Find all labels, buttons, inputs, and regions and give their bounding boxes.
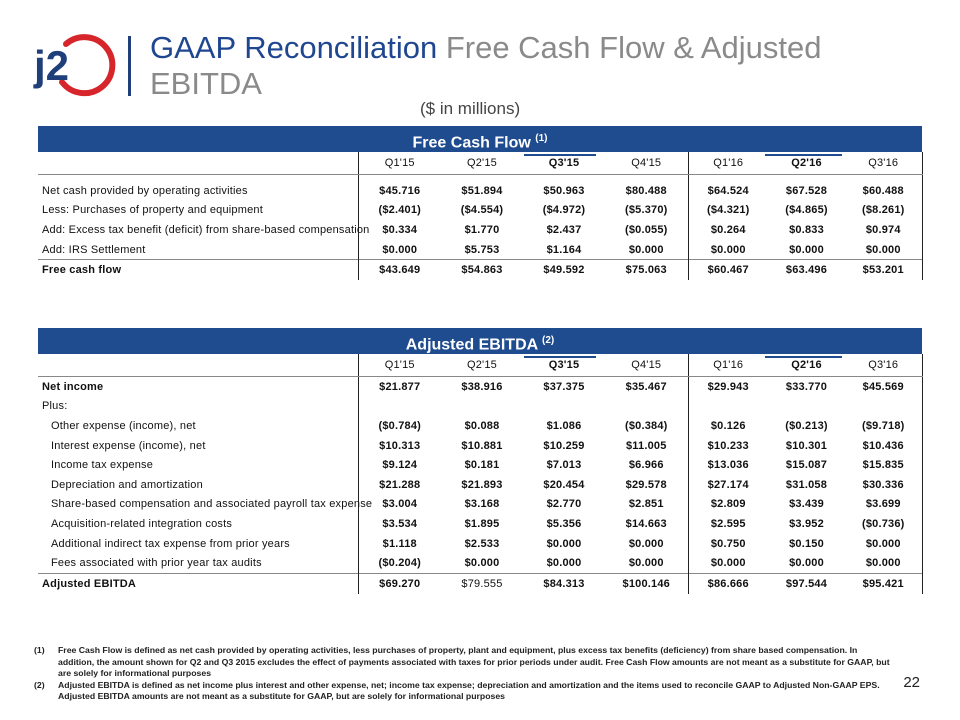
value-cell: $33.770 (785, 380, 828, 393)
j2-logo (28, 30, 128, 100)
value-cell: $38.916 (461, 380, 503, 393)
column-header: Q2'16 (768, 152, 845, 175)
value-cell: $10.301 (785, 439, 828, 452)
value-cell: $1.118 (382, 537, 417, 550)
page-title-accent: GAAP Reconciliation (150, 30, 438, 65)
value-cell: $79.555 (441, 573, 523, 593)
page-subtitle: ($ in millions) (420, 99, 521, 118)
ebitda-q2-16-highlight (765, 356, 842, 358)
value-cell: $43.649 (358, 260, 441, 280)
ebitda-total-row (38, 573, 922, 593)
footnote-1 (34, 645, 894, 680)
value-cell: $10.436 (845, 436, 922, 456)
value-cell: $97.544 (768, 573, 845, 593)
value-cell: $0.000 (845, 534, 922, 554)
column-header: Q3'15 (523, 152, 605, 175)
fcf-note: (1) (535, 133, 548, 144)
column-header: Q1'15 (358, 152, 441, 175)
value-cell: $5.356 (546, 517, 582, 530)
value-cell: $15.087 (785, 459, 828, 472)
value-cell: $37.375 (543, 380, 585, 393)
value-cell: $1.895 (464, 517, 500, 530)
column-header: Q3'16 (845, 152, 922, 175)
value-cell: $0.000 (382, 243, 418, 256)
row-label: Fees associated with prior year tax audits (38, 553, 358, 573)
value-cell: $10.259 (543, 439, 585, 452)
value-cell: $95.421 (845, 573, 922, 593)
value-cell: $30.336 (845, 475, 922, 495)
ebitda-title: Adjusted EBITDA (405, 336, 543, 354)
value-cell: $0.181 (464, 459, 500, 472)
ebitda-row (38, 455, 922, 475)
value-cell: $0.000 (546, 537, 582, 550)
value-cell: $0.000 (789, 243, 824, 256)
value-cell: $0.833 (789, 223, 824, 236)
value-cell: $35.467 (605, 377, 688, 397)
ebitda-row (38, 436, 922, 456)
column-header: Q4'15 (605, 354, 688, 377)
ebitda-net-income-row (38, 377, 922, 397)
column-header: Q1'16 (688, 354, 768, 377)
value-cell: $0.000 (605, 553, 688, 573)
value-cell: ($0.055) (605, 220, 688, 240)
value-cell: $53.201 (845, 260, 922, 280)
value-cell: $0.264 (710, 223, 746, 236)
value-cell: $20.454 (543, 478, 585, 491)
column-header: Q1'15 (358, 354, 441, 377)
value-cell: $2.437 (546, 223, 582, 236)
footnote-2 (34, 680, 894, 703)
column-header: Q2'16 (768, 354, 845, 377)
value-cell (605, 397, 688, 417)
value-cell: $80.488 (605, 181, 688, 201)
value-cell: $29.578 (605, 475, 688, 495)
footnote-2-text: Adjusted EBITDA is defined as net income plus interest and other expense, net; income tax expense; depreciation and amortization and the items used to reconcile GAAP to Adjusted Non-GAAP EPS. Adjusted EBITDA amounts are not meant as a substitute for GAAP, but are solely for informational purposes (58, 679, 880, 702)
ebitda-section (38, 328, 922, 594)
value-cell: $10.881 (461, 439, 503, 452)
value-cell: ($9.718) (845, 416, 922, 436)
value-cell: $14.663 (605, 514, 688, 534)
value-cell: $1.086 (546, 419, 582, 432)
value-cell: ($2.401) (378, 204, 422, 217)
value-cell: $21.288 (379, 478, 421, 491)
row-label: Additional indirect tax expense from prior years (38, 534, 358, 554)
value-cell: $0.000 (845, 553, 922, 573)
value-cell: $51.894 (461, 184, 503, 197)
value-cell: $86.666 (688, 573, 768, 593)
column-header: Q3'16 (845, 354, 922, 377)
value-cell: $21.893 (461, 478, 503, 491)
value-cell: $45.569 (845, 377, 922, 397)
value-cell: ($0.736) (845, 514, 922, 534)
value-cell: $100.146 (605, 573, 688, 593)
value-cell: $10.233 (707, 439, 749, 452)
value-cell: $84.313 (523, 573, 605, 593)
value-cell: $0.000 (605, 534, 688, 554)
value-cell: $50.963 (543, 184, 585, 197)
value-cell: $13.036 (707, 459, 749, 472)
row-label (38, 354, 358, 377)
value-cell: $5.753 (464, 243, 500, 256)
value-cell: $0.150 (789, 537, 824, 550)
value-cell: $10.313 (379, 439, 421, 452)
row-label: Share-based compensation and associated payroll tax expense (38, 495, 358, 515)
value-cell: $64.524 (707, 184, 749, 197)
fcf-row (38, 220, 922, 240)
row-label: Free cash flow (38, 260, 358, 280)
ebitda-table (38, 354, 923, 594)
ebitda-plus-row (38, 397, 922, 417)
value-cell: $11.005 (605, 436, 688, 456)
row-label (38, 152, 358, 175)
row-label: Net income (38, 377, 358, 397)
row-label: Net cash provided by operating activities (38, 181, 358, 201)
value-cell: ($8.261) (845, 201, 922, 221)
row-label: Plus: (38, 397, 358, 417)
value-cell: $1.770 (464, 223, 500, 236)
title-divider (128, 36, 131, 96)
fcf-section (38, 126, 922, 280)
value-cell: $60.467 (688, 260, 768, 280)
value-cell: $0.000 (789, 557, 824, 570)
value-cell: ($4.321) (706, 204, 750, 217)
value-cell: $1.164 (546, 243, 582, 256)
value-cell: $15.835 (845, 455, 922, 475)
ebitda-q3-15-highlight (524, 356, 596, 358)
fcf-header-band (38, 126, 922, 152)
value-cell: $0.974 (845, 220, 922, 240)
ebitda-row (38, 534, 922, 554)
row-label: Add: IRS Settlement (38, 240, 358, 260)
row-label: Add: Excess tax benefit (deficit) from share-based compensation (38, 220, 358, 240)
value-cell: $2.809 (710, 498, 746, 511)
value-cell: $6.966 (605, 455, 688, 475)
value-cell: $0.334 (382, 223, 418, 236)
value-cell: $3.004 (382, 498, 418, 511)
value-cell: $67.528 (785, 184, 828, 197)
value-cell (523, 397, 605, 417)
value-cell: $0.000 (710, 557, 746, 570)
value-cell: $54.863 (441, 260, 523, 280)
logo-text: j2 (34, 42, 70, 89)
value-cell: $2.533 (464, 537, 500, 550)
value-cell: $0.000 (546, 557, 582, 570)
ebitda-row (38, 514, 922, 534)
ebitda-note: (2) (542, 335, 555, 346)
fcf-q2-16-highlight (765, 154, 842, 156)
fcf-q3-15-highlight (524, 154, 596, 156)
value-cell: $0.750 (710, 537, 746, 550)
value-cell: $29.943 (707, 380, 749, 393)
value-cell: $7.013 (546, 459, 582, 472)
value-cell: $3.439 (789, 498, 824, 511)
value-cell: ($4.865) (785, 204, 828, 217)
value-cell: $21.877 (379, 380, 421, 393)
value-cell: $3.952 (789, 517, 824, 530)
page-title (150, 30, 940, 102)
fcf-row (38, 181, 922, 201)
row-label: Other expense (income), net (38, 416, 358, 436)
footnote-1-text: Free Cash Flow is defined as net cash provided by operating activities, less purchases of property, plant and equipment, plus excess tax benefits (deficiency) from share based compensation. In addition, the amount shown for Q2 and Q3 2015 excludes the effect of payments associated with taxes for prior periods under audit. Free Cash Flow amounts are not meant as a substitute for GAAP, but are solely for informational purposes (58, 645, 890, 679)
value-cell: $3.699 (845, 495, 922, 515)
page-number: 22 (903, 674, 920, 691)
row-label: Interest expense (income), net (38, 436, 358, 456)
value-cell: $0.088 (464, 419, 500, 432)
value-cell: $0.000 (464, 557, 500, 570)
footnote-2-number: (2) (34, 679, 45, 690)
value-cell: ($0.213) (785, 419, 828, 432)
column-header: Q1'16 (688, 152, 768, 175)
value-cell: ($0.784) (378, 419, 422, 432)
fcf-row (38, 240, 922, 260)
ebitda-row (38, 475, 922, 495)
column-header: Q3'15 (523, 354, 605, 377)
row-label: Adjusted EBITDA (38, 573, 358, 593)
value-cell: $75.063 (605, 260, 688, 280)
column-header: Q2'15 (441, 152, 523, 175)
value-cell (441, 397, 523, 417)
value-cell: $27.174 (707, 478, 749, 491)
value-cell: $9.124 (382, 459, 418, 472)
value-cell (845, 397, 922, 417)
value-cell (358, 397, 441, 417)
ebitda-row (38, 416, 922, 436)
column-header: Q2'15 (441, 354, 523, 377)
footnote-1-number: (1) (34, 645, 45, 655)
value-cell: $2.595 (710, 517, 746, 530)
fcf-row (38, 201, 922, 221)
value-cell: ($0.384) (605, 416, 688, 436)
value-cell: $49.592 (523, 260, 605, 280)
ebitda-row (38, 495, 922, 515)
value-cell: $3.534 (382, 517, 418, 530)
value-cell: ($0.204) (378, 557, 422, 570)
value-cell: $0.000 (710, 243, 746, 256)
value-cell: ($5.370) (605, 201, 688, 221)
value-cell: $3.168 (464, 498, 500, 511)
value-cell: $69.270 (358, 573, 441, 593)
value-cell: $0.000 (845, 240, 922, 260)
fcf-table (38, 152, 923, 280)
value-cell: $2.851 (605, 495, 688, 515)
ebitda-row (38, 553, 922, 573)
value-cell: $45.716 (379, 184, 421, 197)
row-label: Income tax expense (38, 455, 358, 475)
page-title-rest: Free Cash Flow & Adjusted EBITDA (150, 30, 822, 101)
column-header: Q4'15 (605, 152, 688, 175)
fcf-total-row (38, 260, 922, 280)
value-cell (688, 397, 768, 417)
row-label: Depreciation and amortization (38, 475, 358, 495)
ebitda-header-band (38, 328, 922, 354)
value-cell: $0.126 (710, 419, 746, 432)
value-cell: ($4.972) (542, 204, 586, 217)
value-cell: $31.058 (785, 478, 828, 491)
footnotes (34, 645, 894, 703)
value-cell: $0.000 (605, 240, 688, 260)
fcf-title: Free Cash Flow (412, 134, 536, 152)
value-cell: $63.496 (768, 260, 845, 280)
value-cell: ($4.554) (460, 204, 504, 217)
value-cell (768, 397, 845, 417)
value-cell: $2.770 (546, 498, 582, 511)
value-cell: $60.488 (845, 181, 922, 201)
row-label: Acquisition-related integration costs (38, 514, 358, 534)
row-label: Less: Purchases of property and equipment (38, 201, 358, 221)
